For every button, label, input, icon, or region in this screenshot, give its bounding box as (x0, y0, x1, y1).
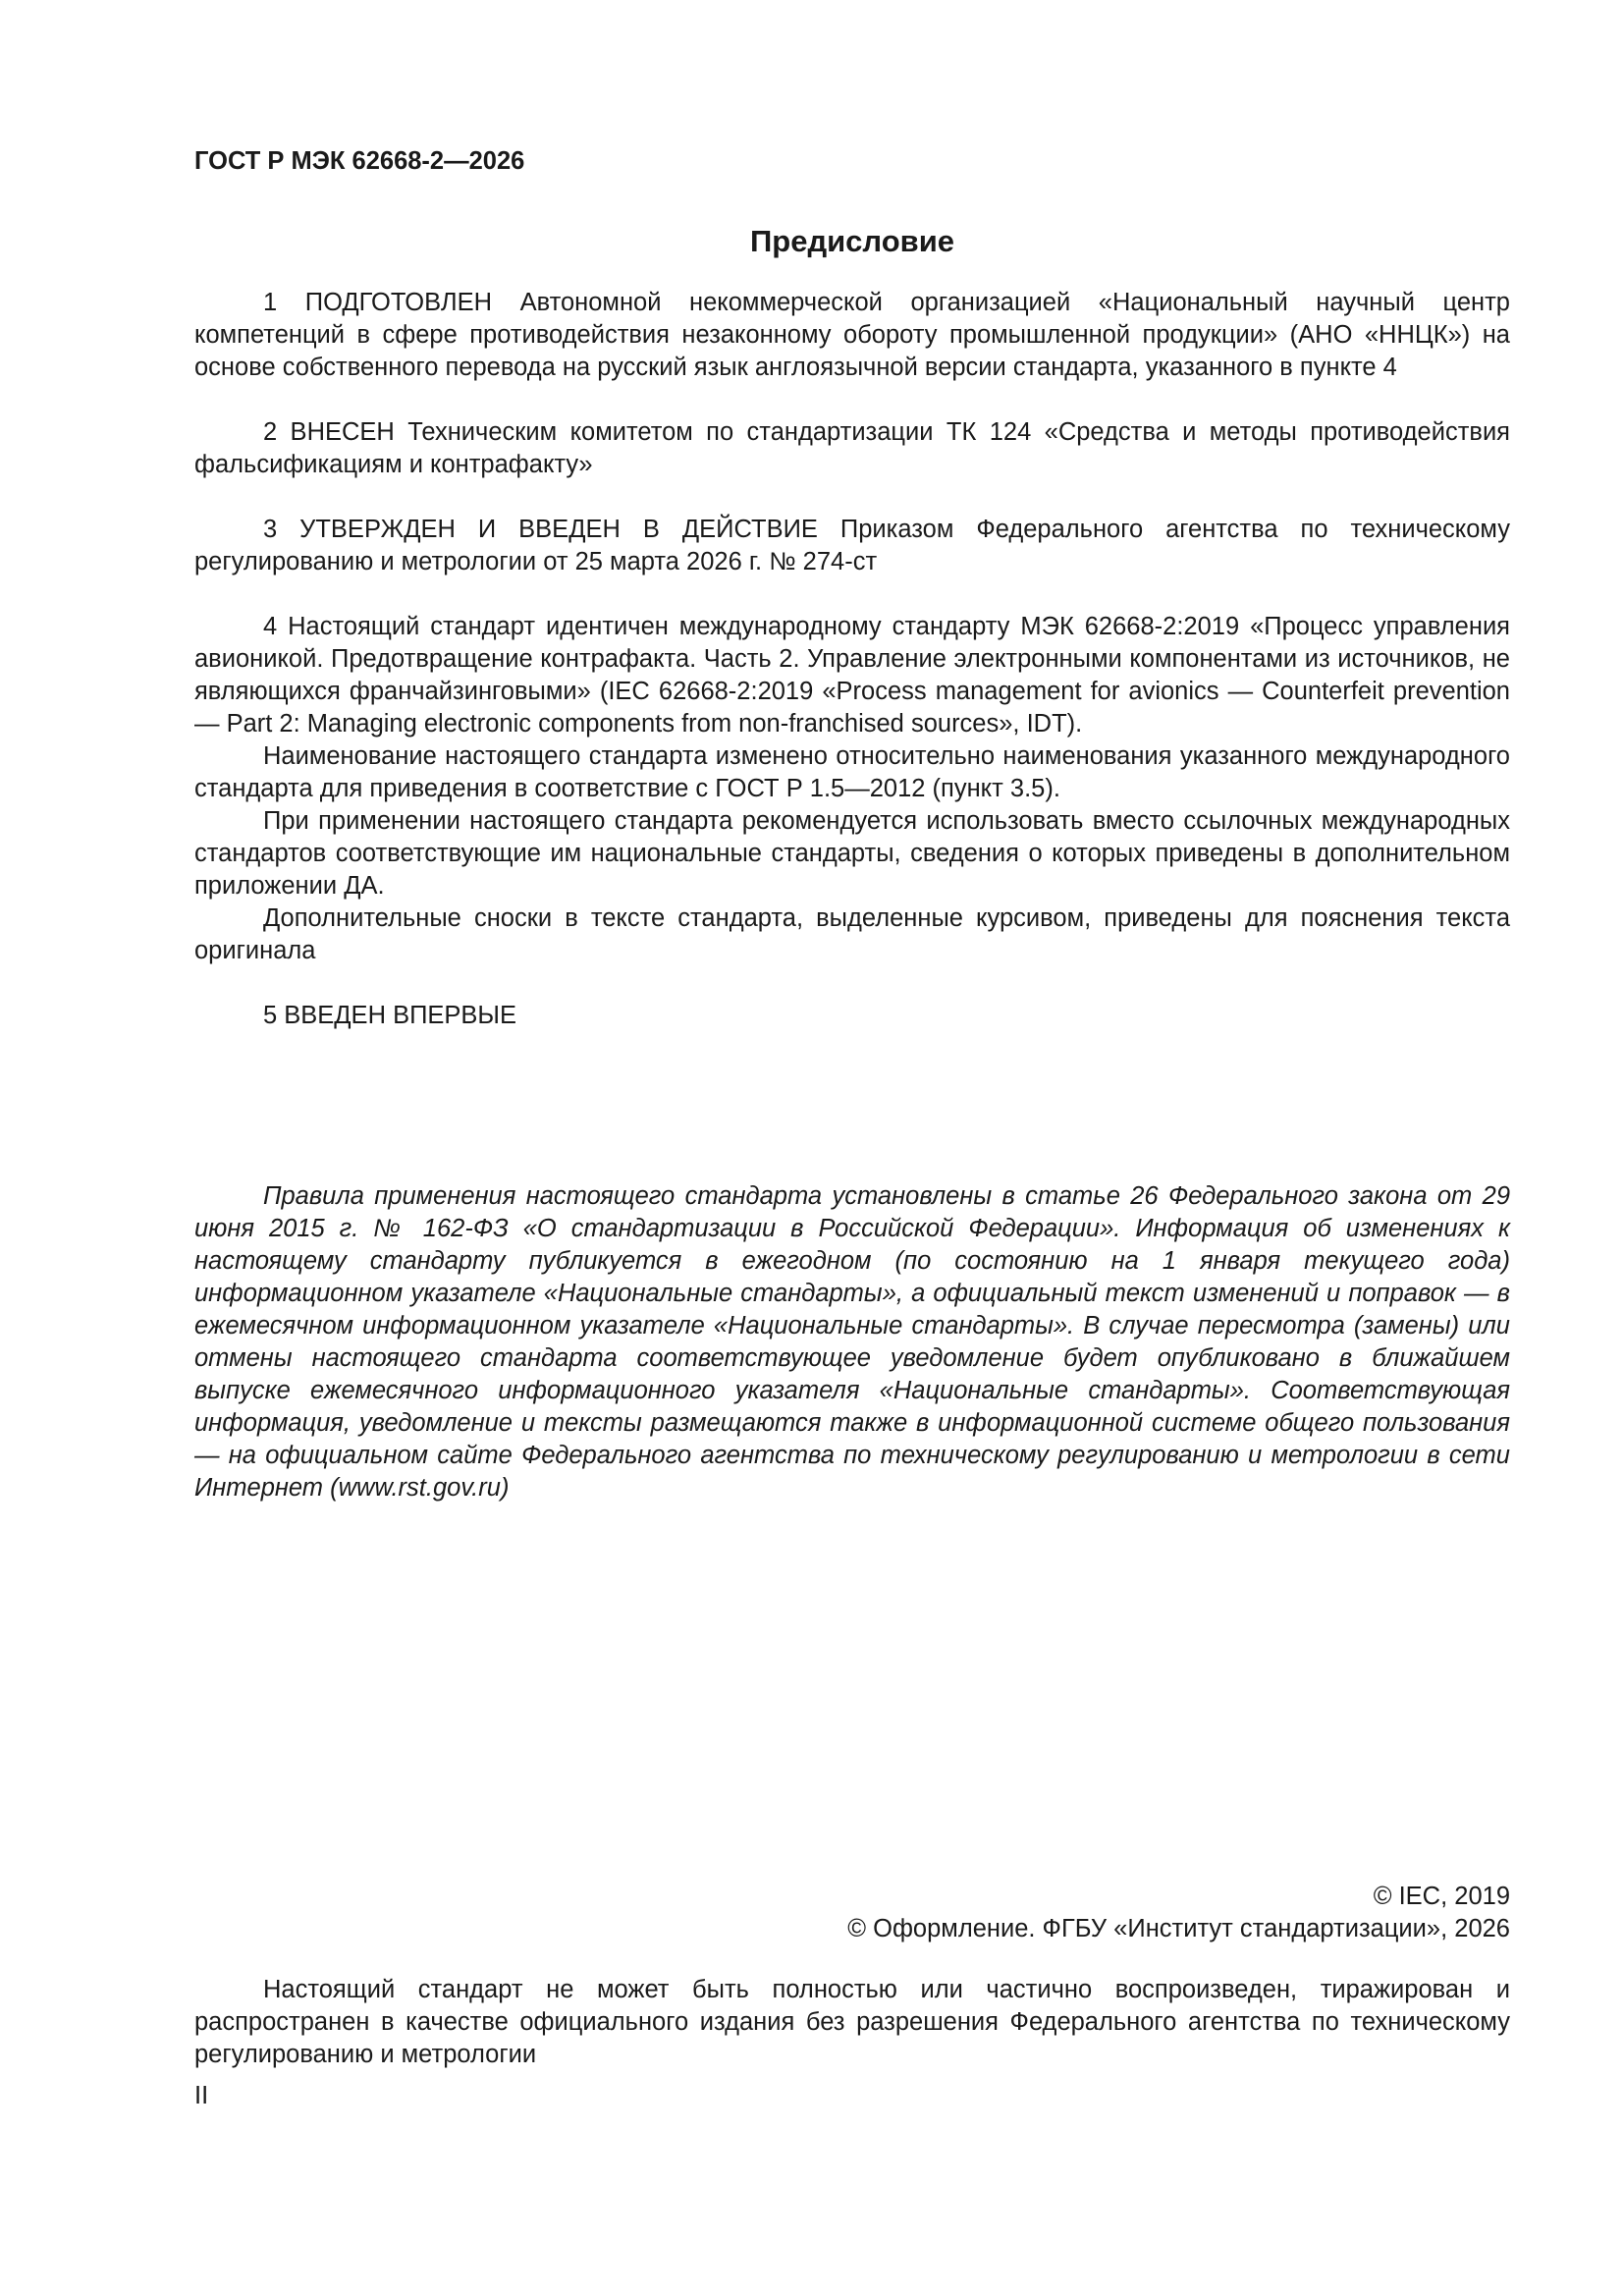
preface-items (194, 287, 1510, 1032)
preface-item-3: 3 УТВЕРЖДЕН И ВВЕДЕН В ДЕЙСТВИЕ Приказом Федерального агентства по техническому регулированию и метрологии от 25 марта 2026 г. № 274-ст (194, 516, 1510, 575)
notice-text: Настоящий стандарт не может быть полностью или частично воспроизведен, тиражирован и распространен в качестве официального издания без разрешения Федерального агентства по техническому регулированию и метрологии (194, 1976, 1510, 2068)
copyright-design: © Оформление. ФГБУ «Институт стандартизации», 2026 (847, 1915, 1510, 1942)
copyright-block (847, 1881, 1510, 1945)
preface-item-2: 2 ВНЕСЕН Техническим комитетом по стандартизации ТК 124 «Средства и методы противодействия фальсификациям и контрафакту» (194, 418, 1510, 478)
preface-item-4-references-note: При применении настоящего стандарта рекомендуется использовать вместо ссылочных международных стандартов соответствующие им национальные стандарты, сведения о которых приведены в дополнительном приложении ДА. (194, 807, 1510, 900)
page-title: Предисловие (749, 224, 954, 258)
document-header: ГОСТ Р МЭК 62668-2—2026 (194, 147, 525, 175)
preface-item-4-name-note: Наименование настоящего стандарта изменено относительно наименования указанного международного стандарта для приведения в соответствие с ГОСТ Р 1.5—2012 (пункт 3.5). (194, 742, 1510, 802)
copyright-iec: © IEC, 2019 (1373, 1883, 1510, 1910)
preface-item-1: 1 ПОДГОТОВЛЕН Автономной некоммерческой организацией «Национальный научный центр компетенций в сфере противодействия незаконному обороту промышленной продукции» (АНО «ННЦК») на основе собственного перевода на русский язык англоязычной версии стандарта, указанного в пункте 4 (194, 289, 1510, 381)
page-number: II (194, 2082, 209, 2109)
rules-of-application (194, 1180, 1510, 1504)
preface-item-5: 5 ВВЕДЕН ВПЕРВЫЕ (263, 1002, 517, 1029)
rules-text: Правила применения настоящего стандарта установлены в статье 26 Федерального закона от 29 июня 2015 г. № 162-ФЗ «О стандартизации в Российской Федерации». Информация об изменениях к настоящему стандарту публикуется в ежегодном (по состоянию на 1 января текущего года) информационном указателе «Национальные стандарты», а официальный текст изменений и поправок — в ежемесячном информационном указателе «Национальные стандарты». В случае пересмотра (замены) или отмены настоящего стандарта соответствующее уведомление будет опубликовано в ближайшем выпуске ежемесячного информационного указателя «Национальные стандарты». Соответствующая информация, уведомление и тексты размещаются также в информационной системе общего пользования — на официальном сайте Федерального агентства по техническому регулированию и метрологии в сети Интернет (www.rst.gov.ru) (194, 1182, 1510, 1502)
preface-item-4-footnotes-note: Дополнительные сноски в тексте стандарта, выделенные курсивом, приведены для пояснения текста оригинала (194, 904, 1510, 964)
reproduction-notice (194, 1974, 1510, 2071)
preface-item-4: 4 Настоящий стандарт идентичен международному стандарту МЭК 62668-2:2019 «Процесс управления авионикой. Предотвращение контрафакта. Часть 2. Управление электронными компонентами из источников, не являющихся франчайзинговыми» (IEC 62668-2:2019 «Process management for avionics — Counterfeit prevention — Part 2: Managing electronic components from non-franchised sources», IDT). (194, 613, 1510, 738)
